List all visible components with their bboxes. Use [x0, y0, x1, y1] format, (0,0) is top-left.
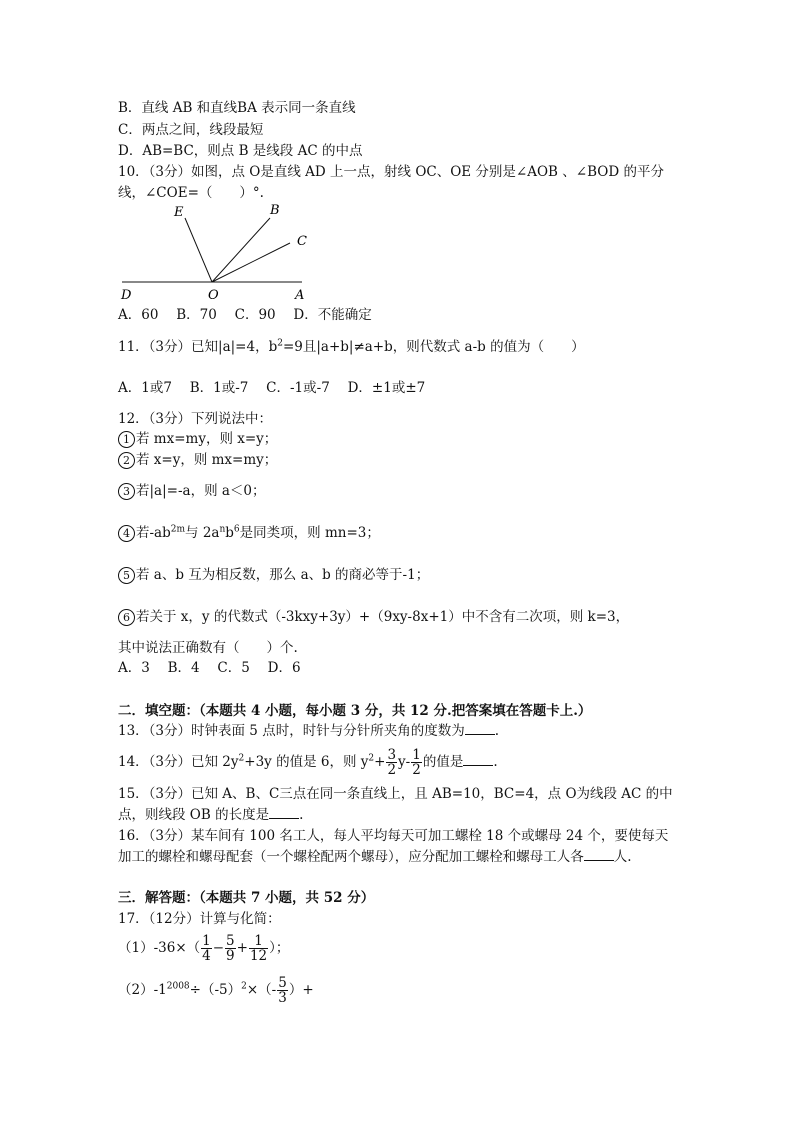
fraction-1-12: [249, 934, 268, 963]
q14: [118, 744, 498, 780]
q12-options: A．3 B．4 C．5 D．6: [118, 660, 301, 676]
q11-sup: 2: [277, 338, 283, 349]
label-b: B: [270, 203, 280, 218]
q12-s4-sup3: 6: [233, 524, 240, 535]
q11-options: A．1或7 B．1或-7 C．-1或-7 D．±1或±7: [118, 380, 426, 396]
q11-stem-prefix: 11．（3分）已知|a|=4，b: [118, 339, 278, 355]
q17-p2-sup2: 2: [241, 981, 247, 992]
q13-end: .: [494, 723, 499, 739]
q17-part-1: [118, 930, 289, 966]
q15-end: .: [299, 807, 304, 823]
q12-statement-2: [118, 451, 277, 469]
q12-statement-4: [118, 524, 380, 542]
ray-oc: [212, 243, 290, 282]
frac-num: 1: [412, 747, 421, 763]
frac-den: 2: [412, 762, 421, 778]
frac-den: 3: [278, 990, 287, 1006]
frac-den: 9: [226, 948, 235, 964]
fraction-5-9: [225, 934, 236, 963]
q12-s4-sup2: n: [219, 524, 226, 535]
q15-line2-text: 点，则线段 OB 的长度是: [118, 807, 270, 823]
frac-den: 4: [202, 948, 211, 964]
q12-s1-text: 若 mx=my，则 x=y；: [136, 431, 278, 447]
q9-option-c: C．两点之间，线段最短: [118, 122, 264, 138]
q10-stem-line2: 线，∠COE=（ ）°.: [118, 185, 264, 201]
angle-figure: [110, 198, 320, 306]
q12-s6-text: 若关于 x，y 的代数式（-3kxy+3y）+（9xy-8x+1）中不含有二次项，则 k=3，: [136, 609, 630, 625]
q17-p2-pre: （2）-1: [118, 982, 167, 998]
fraction-1-4: [201, 934, 212, 963]
q16-line2-text: 加工的螺栓和螺母配套（一个螺栓配两个螺母），应分配加工螺栓和螺母工人各: [118, 849, 584, 865]
frac-den: 12: [249, 948, 268, 964]
q17-p2-mid2: ×（-: [246, 982, 277, 998]
q12-s5-text: 若 a、b 互为相反数，那么 a、b 的商必等于-1；: [136, 567, 430, 583]
label-e: E: [174, 205, 184, 220]
label-a: A: [295, 288, 305, 303]
q17-p2-sup: 2008: [166, 981, 190, 992]
frac-den: 2: [387, 762, 397, 778]
q17-p1-pre: （1）-36×（: [118, 940, 201, 956]
frac-num: 3: [387, 747, 397, 763]
answer-blank: [584, 848, 614, 861]
q12-s3-text: 若|a|=-a，则 a＜0；: [136, 483, 266, 499]
q12-tail: 其中说法正确数有（ ）个.: [118, 640, 298, 656]
q16-end: 人.: [613, 849, 632, 865]
q14-plus: +: [374, 754, 386, 770]
q12-statement-1: [118, 430, 277, 448]
q12-s4-post: 是同类项，则 mn=3；: [239, 525, 380, 541]
q14-y: y-: [398, 754, 411, 770]
q12-s2-text: 若 x=y，则 mx=my；: [136, 452, 278, 468]
circled-number-1: 1: [118, 431, 135, 448]
q12-stem: 12．（3分）下列说法中：: [118, 411, 273, 427]
q17-p1-op2: +: [236, 940, 248, 956]
circled-number-6: 6: [118, 609, 135, 626]
circled-number-4: 4: [118, 525, 135, 542]
q10-stem-line1: 10．（3分）如图，点 O是直线 AD 上一点，射线 OC、OE 分别是∠AOB 、∠BOD 的平分: [118, 164, 664, 180]
q17-p1-op1: −: [212, 940, 225, 956]
fraction-1-2: [411, 748, 422, 777]
q17-p2-mid: ÷（-5）: [189, 982, 242, 998]
answer-blank: [463, 753, 493, 766]
q15-line1: 15．（3分）已知 A、B、C三点在同一条直线上，且 AB=10，BC=4，点 O为线段 AC 的中: [118, 786, 673, 802]
circled-number-2: 2: [118, 452, 135, 469]
fraction-5-3: [277, 976, 288, 1005]
answer-blank: [269, 806, 299, 819]
q11-stem-suffix: =9且|a+b|≠a+b，则代数式 a-b 的值为（ ）: [282, 339, 585, 355]
q9-option-d: D．AB=BC，则点 B 是线段 AC 的中点: [118, 143, 363, 159]
section-2-title: 二．填空题：（本题共 4 小题，每小题 3 分，共 12 分.把答案填在答题卡上.）: [118, 703, 592, 719]
fraction-3-2: [386, 748, 397, 777]
label-o: O: [208, 288, 219, 303]
q17-stem: 17．（12分）计算与化简：: [118, 911, 281, 927]
frac-num: 5: [226, 933, 235, 949]
frac-num: 5: [278, 975, 287, 991]
circled-number-3: 3: [118, 483, 135, 500]
q14-sup2: 2: [368, 753, 375, 764]
q12-s4-sup1: 2m: [170, 524, 186, 535]
q12-s4-pre: 若-ab: [136, 525, 171, 541]
q13-text: 13．（3分）时钟表面 5 点时，时针与分针所夹角的度数为: [118, 723, 465, 739]
q14-post: 的值是: [422, 754, 464, 770]
q12-statement-3: [118, 482, 266, 500]
q14-mid: +3y 的值是 6，则 y: [244, 754, 369, 770]
q11-stem: [118, 338, 585, 356]
q12-s4-mid2: b: [225, 525, 234, 541]
q14-sup: 2: [238, 753, 245, 764]
frac-num: 1: [202, 933, 211, 949]
q17-p2-post: ）+: [288, 982, 314, 998]
q16-line1: 16．（3分）某车间有 100 名工人，每人平均每天可加工螺栓 18 个或螺母 24 个，要使每天: [118, 828, 669, 844]
q14-pre: 14．（3分）已知 2y: [118, 754, 239, 770]
q12-s4-mid: 与 2a: [185, 525, 220, 541]
q10-options: A．60 B．70 C．90 D．不能确定: [118, 307, 372, 323]
q17-part-2: [118, 972, 314, 1008]
label-d: D: [121, 288, 132, 303]
circled-number-5: 5: [118, 567, 135, 584]
frac-num: 1: [249, 934, 268, 949]
q9-option-b: B．直线 AB 和直线BA 表示同一条直线: [118, 100, 356, 116]
q14-end: .: [493, 754, 498, 770]
q12-statement-5: [118, 566, 429, 584]
section-3-title: 三．解答题：（本题共 7 小题，共 52 分）: [118, 890, 375, 906]
q17-p1-post: ）；: [269, 940, 290, 956]
ray-ob: [212, 218, 270, 282]
q12-statement-6: [118, 608, 629, 626]
ray-oe: [185, 218, 212, 282]
q15-line2: [118, 806, 303, 824]
answer-blank: [465, 722, 495, 735]
q13: [118, 722, 499, 740]
q16-line2: [118, 848, 632, 866]
label-c: C: [297, 234, 307, 249]
